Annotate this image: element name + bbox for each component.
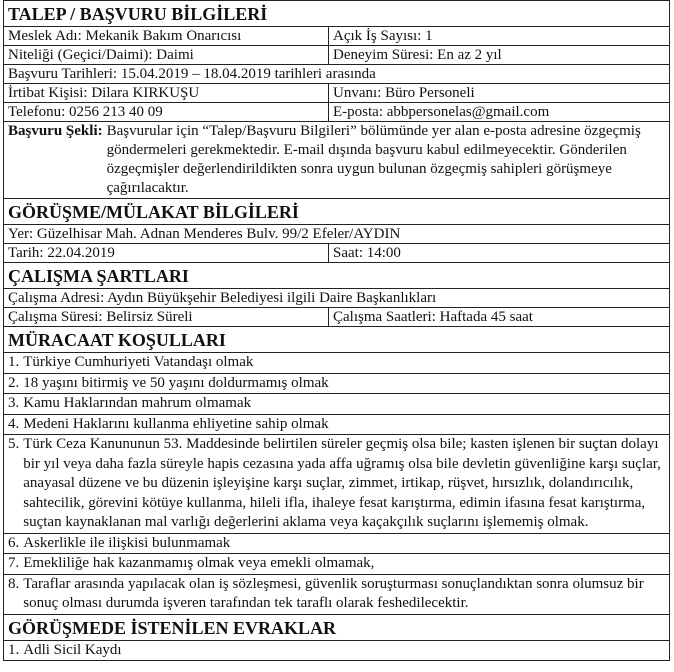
basvuru-sekli-label: Başvuru Şekli: (8, 123, 103, 139)
irtibat-kisisi: İrtibat Kişisi: Dilara KIRKUŞU (4, 84, 329, 103)
meslek-adi: Meslek Adı: Mekanik Bakım Onarıcısı (4, 27, 329, 46)
section-heading-calisma: ÇALIŞMA ŞARTLARI (4, 263, 670, 289)
condition-number: 4. (8, 415, 20, 432)
condition-item (4, 533, 670, 554)
calisma-adresi: Çalışma Adresi: Aydın Büyükşehir Belediyesi ilgili Daire Başkanlıkları (4, 289, 670, 308)
section-heading-gorusme: GÖRÜŞME/MÜLAKAT BİLGİLERİ (4, 199, 670, 225)
deneyim-suresi: Deneyim Süresi: En az 2 yıl (329, 46, 670, 65)
condition-text: Emekliliğe hak kazanmamış olmak veya emekli olmamak, (23, 555, 375, 571)
condition-number: 7. (8, 555, 20, 571)
condition-item (4, 435, 670, 534)
job-posting-table (3, 0, 670, 661)
calisma-suresi: Çalışma Süresi: Belirsiz Süreli (4, 308, 329, 327)
basvuru-sekli-row (4, 122, 670, 199)
condition-item (4, 574, 670, 614)
document-text: Adli Sicil Kaydı (23, 641, 122, 658)
condition-item (4, 353, 670, 374)
condition-item (4, 373, 670, 394)
condition-text: Kamu Haklarından mahrum olmamak (23, 395, 252, 411)
gorusme-tarih: Tarih: 22.04.2019 (4, 244, 329, 263)
condition-number: 8. (8, 575, 20, 592)
condition-number: 2. (8, 374, 20, 391)
acik-is-sayisi: Açık İş Sayısı: 1 (329, 27, 670, 46)
section-heading-talep: TALEP / BAŞVURU BİLGİLERİ (4, 1, 670, 27)
telefonu: Telefonu: 0256 213 40 09 (4, 103, 329, 122)
condition-text: Türk Ceza Kanununun 53. Maddesinde belirtilen süreler geçmiş olsa bile; kasten işlenen bir suçtan dolayı bir yıl veya daha fazla süreyle hapis cezasına yada affa uğramış olsa bile devletin güvenliğine karşı suçlar, anayasal düzene ve bu düzenin işleyişine karşı suçlar, zimmet, irtikap, rüşvet, hırsızlık, dolandırıcılık, sahtecilik, görevini kötüye kullanma, hileli ifla, ihaleye fesat karıştırma, edimin ifasına fesat karıştırma, suçtan kaynaklanan mal varlığı değerlerini aklama veya kaçakçılık suçlarını işlememiş olmak. (23, 436, 661, 530)
condition-number: 1. (8, 354, 20, 370)
document-item (4, 640, 670, 661)
condition-item (4, 554, 670, 575)
condition-text: Taraflar arasında yapılacak olan iş sözleşmesi, güvenlik soruşturması sonuçlandıktan sonra olumsuz bir sonuç olması durumda işveren tarafından tek taraflı olarak feshedilecektir. (23, 575, 644, 611)
condition-number: 6. (8, 534, 20, 551)
condition-text: Medeni Haklarını kullanma ehliyetine sahip olmak (23, 415, 329, 432)
job-posting-document (3, 0, 670, 661)
condition-text: Türkiye Cumhuriyeti Vatandaşı olmak (23, 354, 254, 370)
niteligi: Niteliği (Geçici/Daimi): Daimi (4, 46, 329, 65)
gorusme-yer: Yer: Güzelhisar Mah. Adnan Menderes Bulv. 99/2 Efeler/AYDIN (4, 225, 670, 244)
calisma-saatleri: Çalışma Saatleri: Haftada 45 saat (329, 308, 670, 327)
section-heading-evraklar: GÖRÜŞMEDE İSTENİLEN EVRAKLAR (4, 614, 670, 640)
condition-text: Askerlikle ile ilişkisi bulunmamak (23, 534, 231, 551)
condition-number: 3. (8, 395, 20, 411)
condition-number: 5. (8, 436, 20, 452)
basvuru-tarihleri: Başvuru Tarihleri: 15.04.2019 – 18.04.2019 tarihleri arasında (4, 65, 670, 84)
gorusme-saat: Saat: 14:00 (329, 244, 670, 263)
condition-text: 18 yaşını bitirmiş ve 50 yaşını doldurmamış olmak (23, 374, 329, 391)
condition-item (4, 394, 670, 415)
condition-item (4, 414, 670, 435)
document-number: 1. (8, 641, 20, 658)
e-posta: E-posta: abbpersonelas@gmail.com (329, 103, 670, 122)
basvuru-sekli-text: Başvurular için “Talep/Başvuru Bilgileri” bölümünde yer alan e-posta adresine özgeçmiş göndermeleri gerekmektedir. E-mail dışında başvuru kabul edilmeyecektir. Gönderilen özgeçmişler değerlendirildikten sonra uygun bulunan özgeçmiş sahipleri görüşmeye çağırılacaktır. (106, 123, 641, 196)
section-heading-muracaat: MÜRACAAT KOŞULLARI (4, 327, 670, 353)
unvani: Unvanı: Büro Personeli (329, 84, 670, 103)
